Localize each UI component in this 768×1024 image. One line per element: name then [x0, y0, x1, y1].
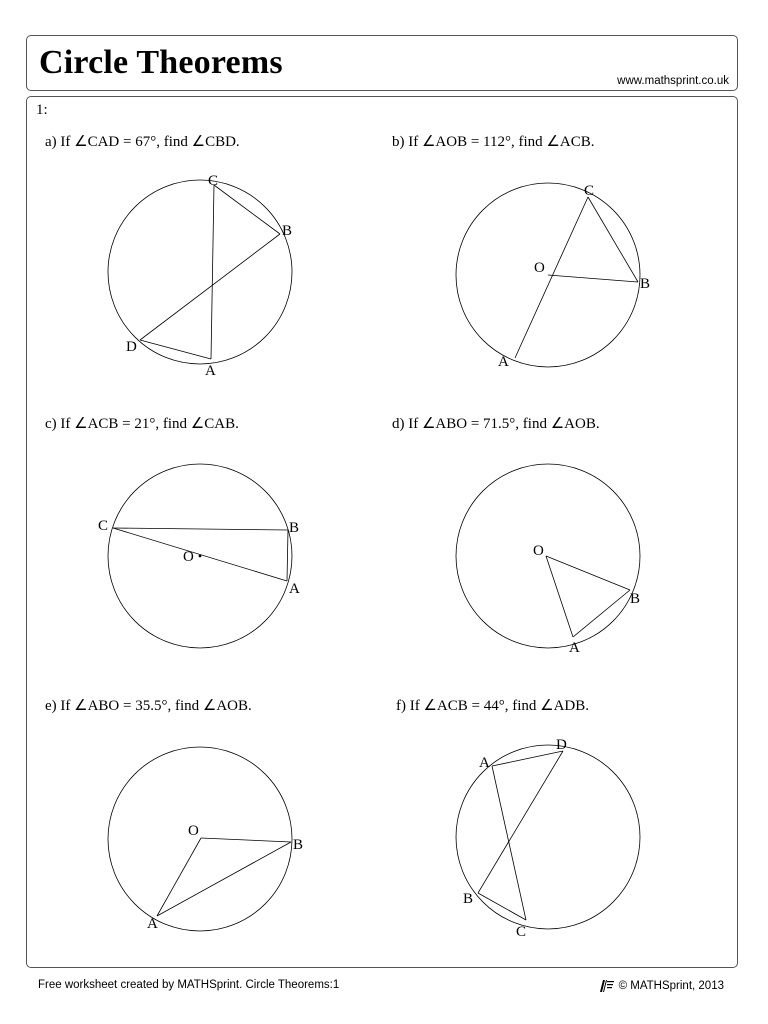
chord-ad: [492, 751, 563, 766]
chord-db: [478, 751, 563, 893]
label-d-o: O: [533, 543, 544, 559]
label-e-b: B: [293, 837, 304, 853]
question-d-text: d) If ∠ABO = 71.5°, find ∠AOB.: [392, 416, 600, 432]
question-a-text: a) If ∠CAD = 67°, find ∠CBD.: [45, 134, 240, 150]
label-b-b: B: [640, 276, 651, 292]
label-f-d: D: [556, 737, 567, 753]
mathsprint-logo-icon: [597, 979, 615, 993]
label-a-d: D: [126, 339, 137, 355]
label-c-a: A: [289, 581, 300, 597]
label-f-c: C: [516, 924, 527, 940]
label-b-c: C: [584, 183, 595, 199]
label-f-b: B: [463, 891, 474, 907]
label-c-o: O: [183, 549, 194, 565]
label-f-a: A: [479, 755, 490, 771]
label-b-a: A: [498, 354, 509, 370]
label-a-b: B: [282, 223, 293, 239]
question-f-text: f) If ∠ACB = 44°, find ∠ADB.: [396, 698, 590, 714]
question-b-text: b) If ∠AOB = 112°, find ∠ACB.: [392, 134, 595, 150]
label-b-o: O: [534, 260, 545, 276]
question-c-text: c) If ∠ACB = 21°, find ∠CAB.: [45, 416, 239, 432]
circle-f: [456, 745, 640, 929]
footer-copyright: [597, 979, 724, 993]
label-d-b: B: [630, 591, 641, 607]
label-e-a: A: [147, 916, 158, 932]
label-a-a: A: [205, 363, 216, 379]
question-number: 1:: [36, 102, 48, 118]
question-e-text: e) If ∠ABO = 35.5°, find ∠AOB.: [45, 698, 252, 714]
footer-copyright-text: © MATHSprint, 2013: [618, 980, 724, 992]
page-title: Circle Theorems: [39, 44, 283, 81]
label-a-c: C: [208, 173, 219, 189]
label-e-o: O: [188, 823, 199, 839]
footer-credit: Free worksheet created by MATHSprint. Circle Theorems:1: [38, 979, 340, 991]
label-c-c: C: [98, 518, 109, 534]
label-c-b: B: [289, 520, 300, 536]
website-url: www.mathsprint.co.uk: [617, 75, 729, 87]
chord-bc: [478, 893, 526, 920]
label-d-a: A: [569, 640, 580, 656]
chord-ac: [492, 766, 526, 920]
